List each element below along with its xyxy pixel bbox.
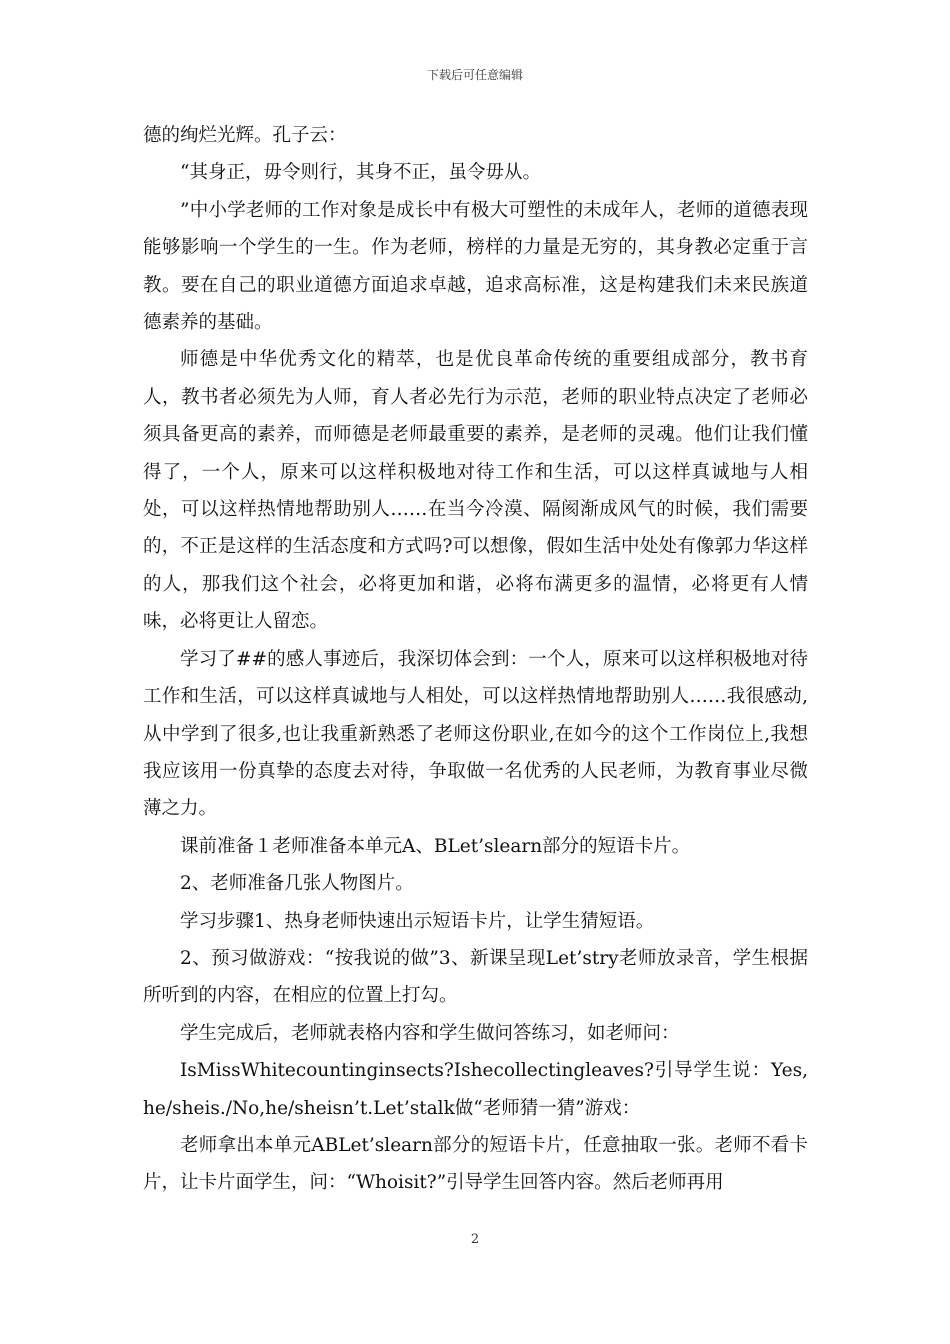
paragraph: 师德是中华优秀文化的精萃，也是优良革命传统的重要组成部分，教书育人，教书者必须先为人师，育人者必先行为示范，老师的职业特点决定了老师必须具备更高的素养，而师德是老师最重要的素养，是老师的灵魂。他们让我们懂得了，一个人，原来可以这样积极地对待工作和生活，可以这样真诚地与人相处，可以这样热情地帮助别人……在当今冷漠、隔阂渐成风气的时候，我们需要的，不正是这样的生活态度和方式吗?可以想像，假如生活中处处有像郭力华这样的人，那我们这个社会，必将更加和谐，必将布满更多的温情，必将更有人情味，必将更让人留恋。 (143, 349, 808, 633)
document-body (143, 117, 808, 1202)
paragraph: 课前准备１老师准备本单元A、BLet’slearn部分的短语卡片。 (180, 835, 691, 857)
paragraph: ”中小学老师的工作对象是成长中有极大可塑性的未成年人，老师的道德表现能够影响一个学生的一生。作为老师，榜样的力量是无穷的，其身教必定重于言教。要在自己的职业道德方面追求卓越，追求高标准，这是构建我们未来民族道德素养的基础。 (143, 199, 808, 334)
paragraph: 学生完成后，老师就表格内容和学生做问答练习，如老师问： (180, 1022, 680, 1044)
paragraph: “其身正，毋令则行，其身不正，虽令毋从。 (180, 162, 541, 184)
paragraph: 2、预习做游戏：“按我说的做”3、新课呈现Let’stry老师放录音，学生根据所听到的内容，在相应的位置上打勾。 (143, 947, 808, 1007)
paragraph: 2、老师准备几张人物图片。 (180, 873, 414, 895)
paragraph: 德的绚烂光辉。孔子云： (143, 125, 347, 146)
paragraph: IsMissWhitecountinginsects?Ishecollectingleaves?引导学生说：Yes,he/sheis./No,he/sheisn’t.Let’stalk做“老师猜一猜”游戏： (143, 1060, 808, 1119)
paragraph: 学习步骤1、热身老师快速出示短语卡片，让学生猜短语。 (180, 910, 655, 932)
page-header: 下载后可任意编辑 (426, 68, 523, 82)
paragraph: 老师拿出本单元ABLet’slearn部分的短语卡片，任意抽取一张。老师不看卡片，让卡片面学生，问：“Whoisit?”引导学生回答内容。然后老师再用 (143, 1134, 808, 1194)
page-number: 2 (470, 1232, 480, 1247)
paragraph: 学习了##的感人事迹后，我深切体会到：一个人，原来可以这样积极地对待工作和生活，可以这样真诚地与人相处，可以这样热情地帮助别人……我很感动,从中学到了很多,也让我重新熟悉了老师这份职业,在如今的这个工作岗位上,我想我应该用一份真挚的态度去对待，争取做一名优秀的人民老师，为教育事业尽微薄之力。 (143, 648, 808, 820)
